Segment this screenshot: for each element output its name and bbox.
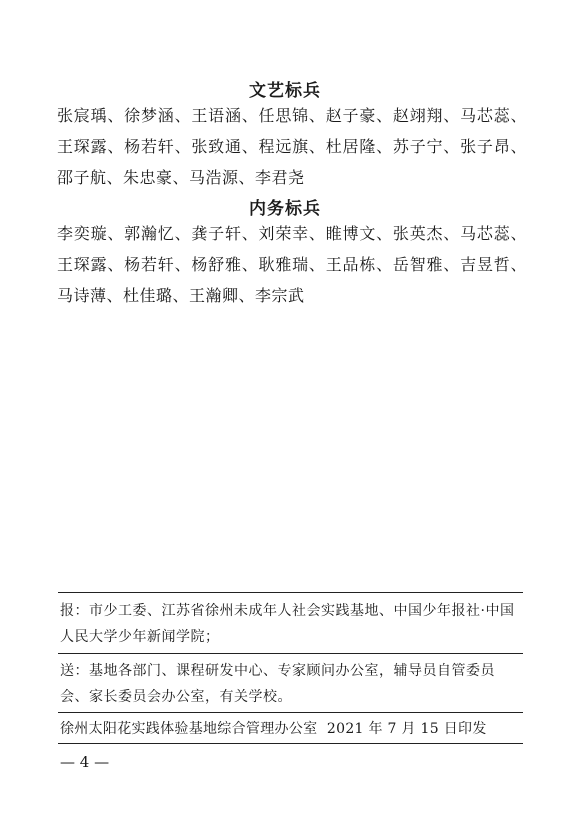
section-title-literary-arts: 文艺标兵: [249, 81, 321, 101]
issuer-line: [60, 719, 522, 739]
name-list-literary-arts: 张宸瑀、徐梦涵、王语涵、任思锦、赵子豪、赵翊翔、马芯蕊、王琛露、杨若轩、张致通、程远旗、杜居隆、苏子宁、张子昂、邵子航、朱忠豪、马浩源、李君尧: [57, 106, 527, 187]
issue-date: 2021 年 7 月 15 日印发: [326, 721, 487, 737]
footer-issuer-rule: [58, 712, 523, 713]
issuer-organization: 徐州太阳花实践体验基地综合管理办公室: [60, 721, 318, 737]
footer-top-rule: [58, 592, 523, 593]
section-title-housekeeping: 内务标兵: [249, 199, 321, 219]
page-number: — 4 —: [60, 753, 110, 771]
name-list-housekeeping: 李奕璇、郭瀚忆、龚子轩、刘荣幸、睢博文、张英杰、马芯蕊、王琛露、杨若轩、杨舒雅、耿雅瑞、王品栋、岳智雅、吉昱哲、马诗薄、杜佳璐、王瀚卿、李宗武: [57, 224, 527, 305]
footer-middle-rule: [58, 653, 523, 654]
send-to-line: 送：基地各部门、课程研发中心、专家顾问办公室，辅导员自管委员会、家长委员会办公室，有关学校。: [60, 663, 495, 705]
report-to-line: 报：市少工委、江苏省徐州未成年人社会实践基地、中国少年报社·中国人民大学少年新闻学院；: [60, 603, 515, 645]
footer-bottom-rule: [58, 743, 523, 744]
